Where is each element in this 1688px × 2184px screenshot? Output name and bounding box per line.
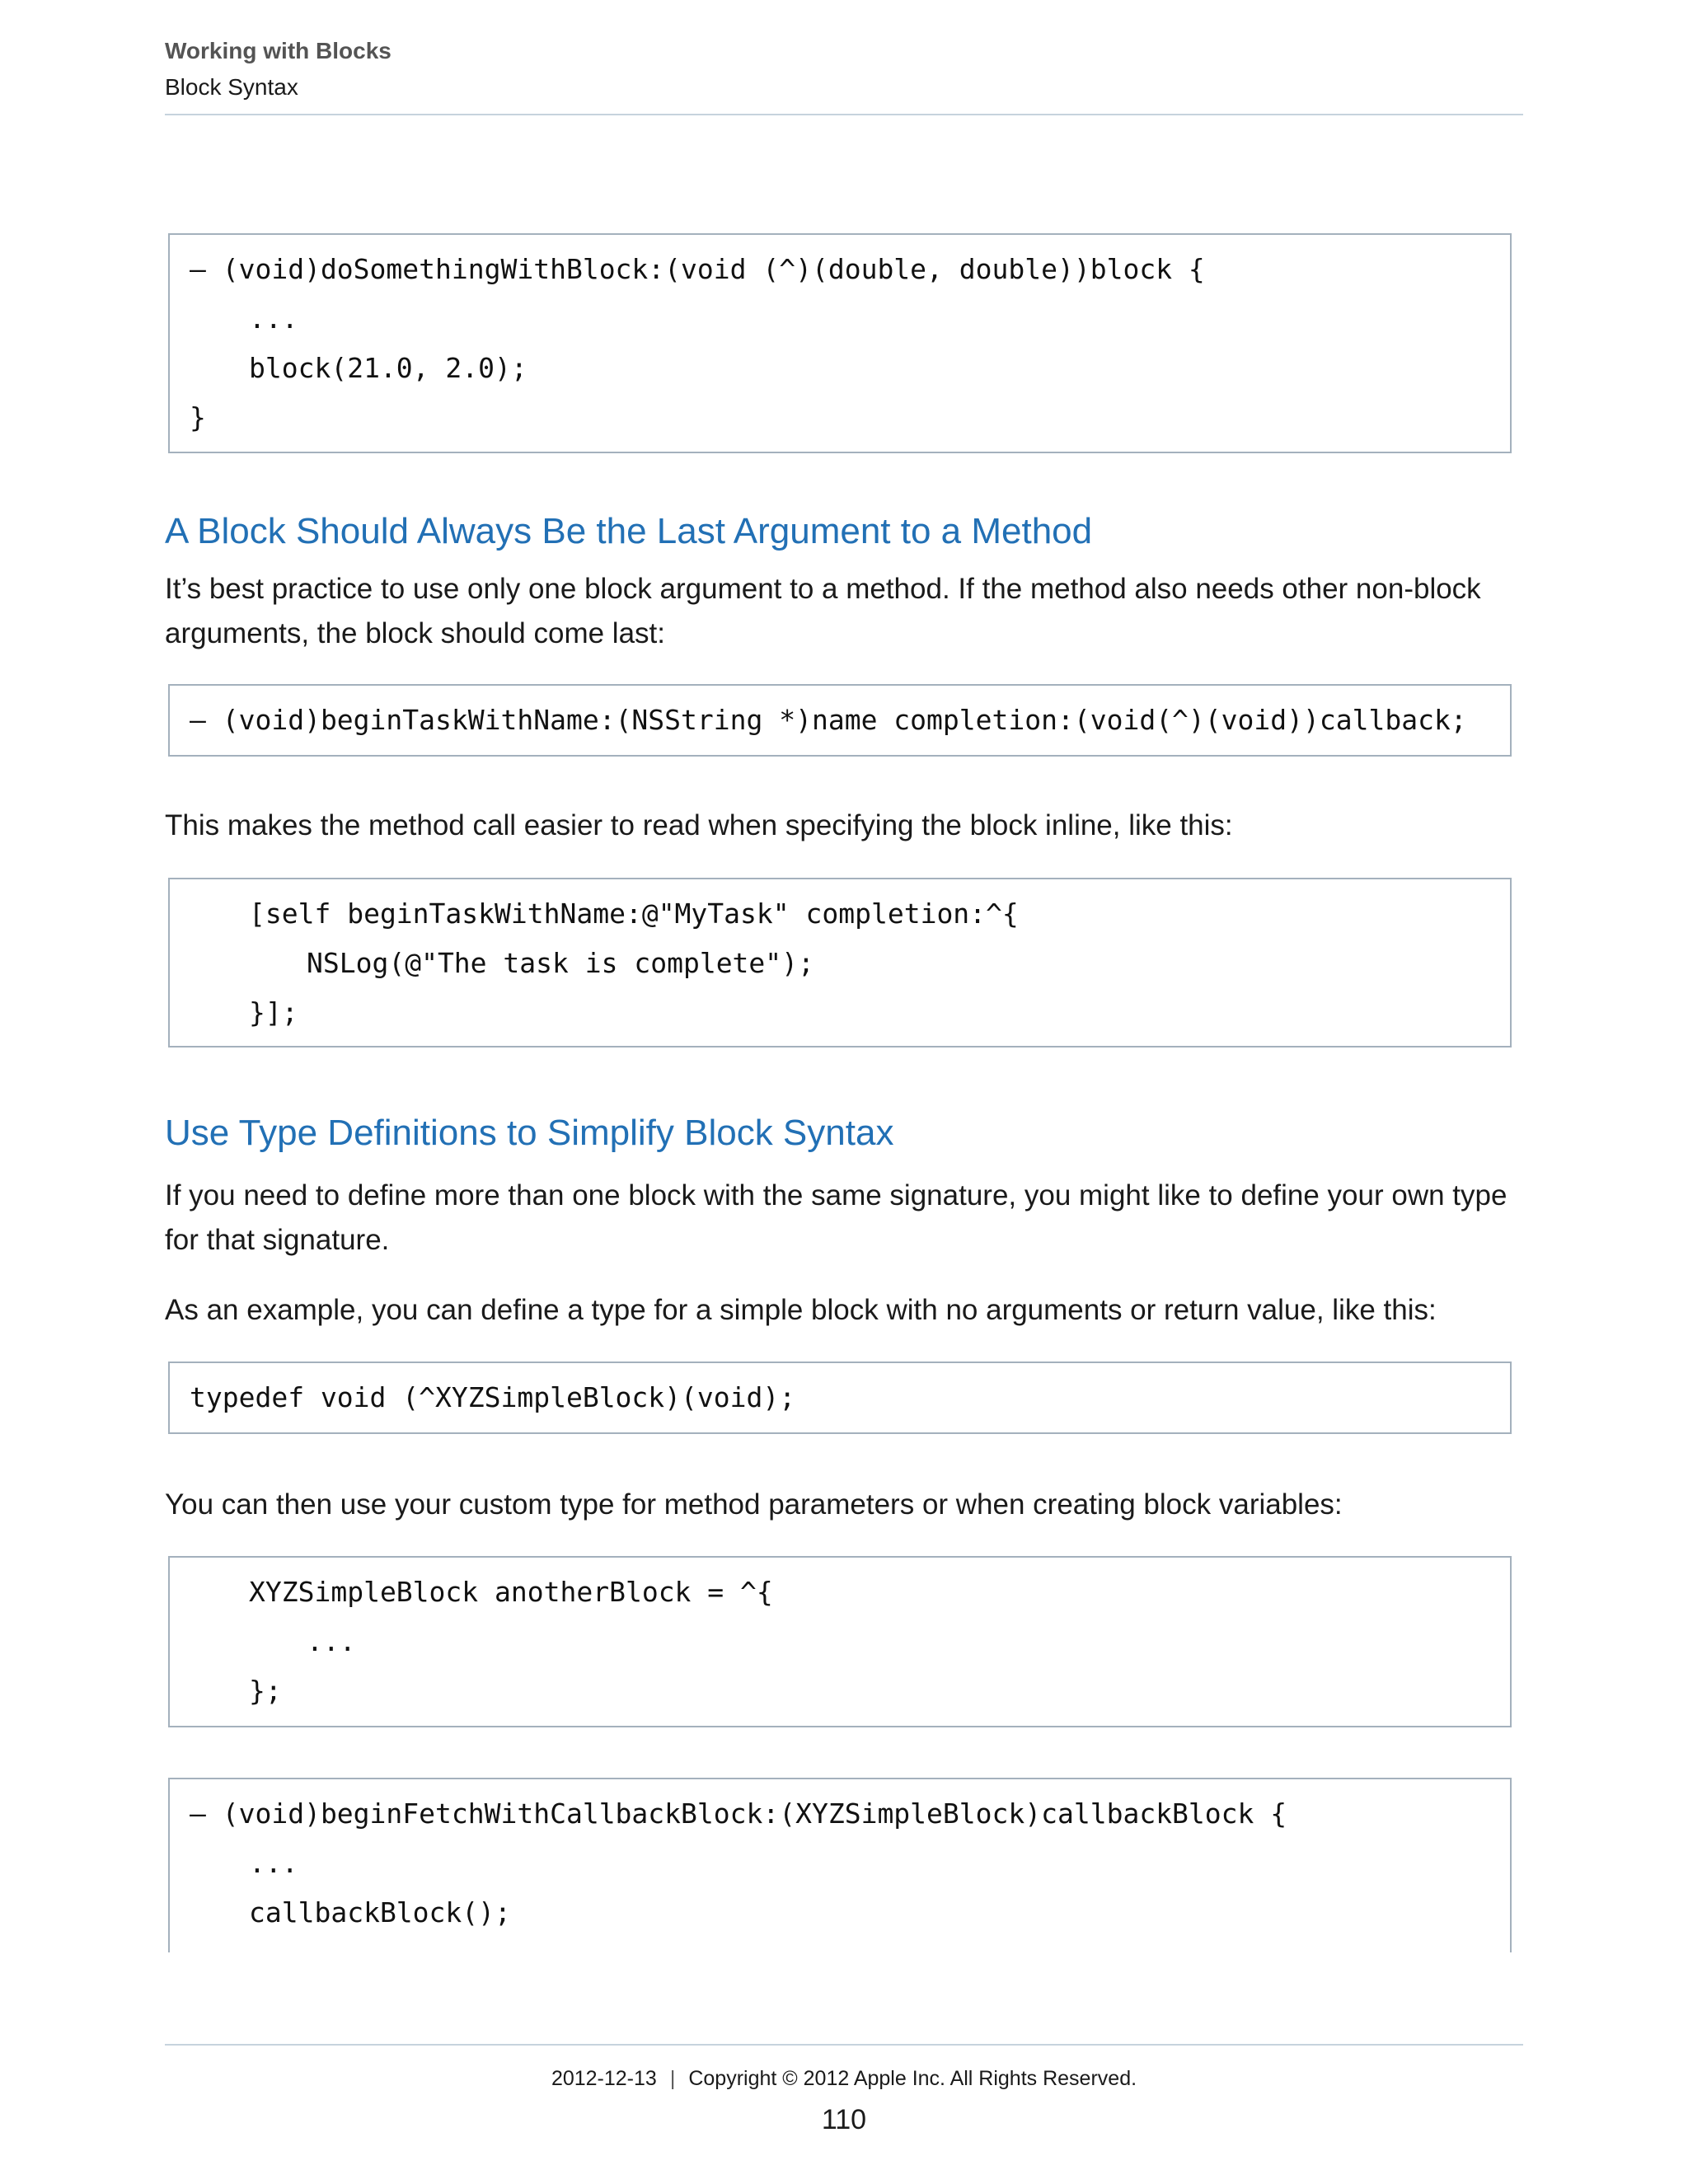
code-line: ...	[249, 1847, 298, 1879]
code-block-do-something	[168, 233, 1512, 453]
footer-copyright: Copyright © 2012 Apple Inc. All Rights Reserved.	[688, 2067, 1137, 2090]
code-line: block(21.0, 2.0);	[249, 352, 528, 384]
code-line: ...	[249, 302, 298, 335]
section-title: Block Syntax	[165, 74, 298, 100]
code-line: XYZSimpleBlock anotherBlock = ^{	[249, 1576, 773, 1608]
chapter-title: Working with Blocks	[165, 38, 392, 63]
footer-date: 2012-12-13	[551, 2067, 657, 2090]
paragraph-line: for that signature.	[165, 1224, 390, 1256]
code-block-begin-fetch	[168, 1778, 1512, 1952]
paragraph: This makes the method call easier to read when specifying the block inline, like this:	[165, 809, 1233, 841]
code-line: typedef void (^XYZSimpleBlock)(void);	[190, 1381, 796, 1413]
code-block-typedef	[168, 1361, 1512, 1434]
paragraph-line: It’s best practice to use only one block argument to a method. If the method also needs other non-block	[165, 573, 1481, 605]
page-number: 110	[821, 2104, 867, 2135]
code-line: – (void)doSomethingWithBlock:(void (^)(double, double))block {	[190, 253, 1205, 285]
header-rule	[165, 114, 1523, 115]
code-line: [self beginTaskWithName:@"MyTask" completion:^{	[249, 898, 1019, 930]
section-heading-type-definitions: Use Type Definitions to Simplify Block Syntax	[165, 1113, 894, 1153]
footer-separator: |	[669, 2067, 676, 2090]
section-heading-last-argument: A Block Should Always Be the Last Argument to a Method	[165, 511, 1093, 551]
code-block-block-variable	[168, 1556, 1512, 1727]
paragraph: As an example, you can define a type for a simple block with no arguments or return value, like this:	[165, 1294, 1437, 1326]
code-line: NSLog(@"The task is complete");	[307, 947, 814, 979]
code-block-begin-task	[168, 684, 1512, 757]
footer-rule	[165, 2044, 1523, 2046]
code-line: callbackBlock();	[249, 1896, 511, 1929]
code-line: ...	[307, 1625, 356, 1657]
paragraph-line: If you need to define more than one block with the same signature, you might like to define your own type	[165, 1179, 1507, 1212]
paragraph: You can then use your custom type for method parameters or when creating block variables:	[165, 1488, 1343, 1521]
code-line: – (void)beginFetchWithCallbackBlock:(XYZSimpleBlock)callbackBlock {	[190, 1797, 1287, 1830]
code-line: }];	[249, 996, 298, 1029]
code-block-inline-call	[168, 878, 1512, 1047]
code-line: }	[190, 401, 206, 434]
paragraph-line: arguments, the block should come last:	[165, 617, 665, 649]
code-line: };	[249, 1675, 282, 1707]
code-line: – (void)beginTaskWithName:(NSString *)name completion:(void(^)(void))callback;	[190, 704, 1467, 736]
footer-copyright-line	[0, 2067, 1688, 2091]
